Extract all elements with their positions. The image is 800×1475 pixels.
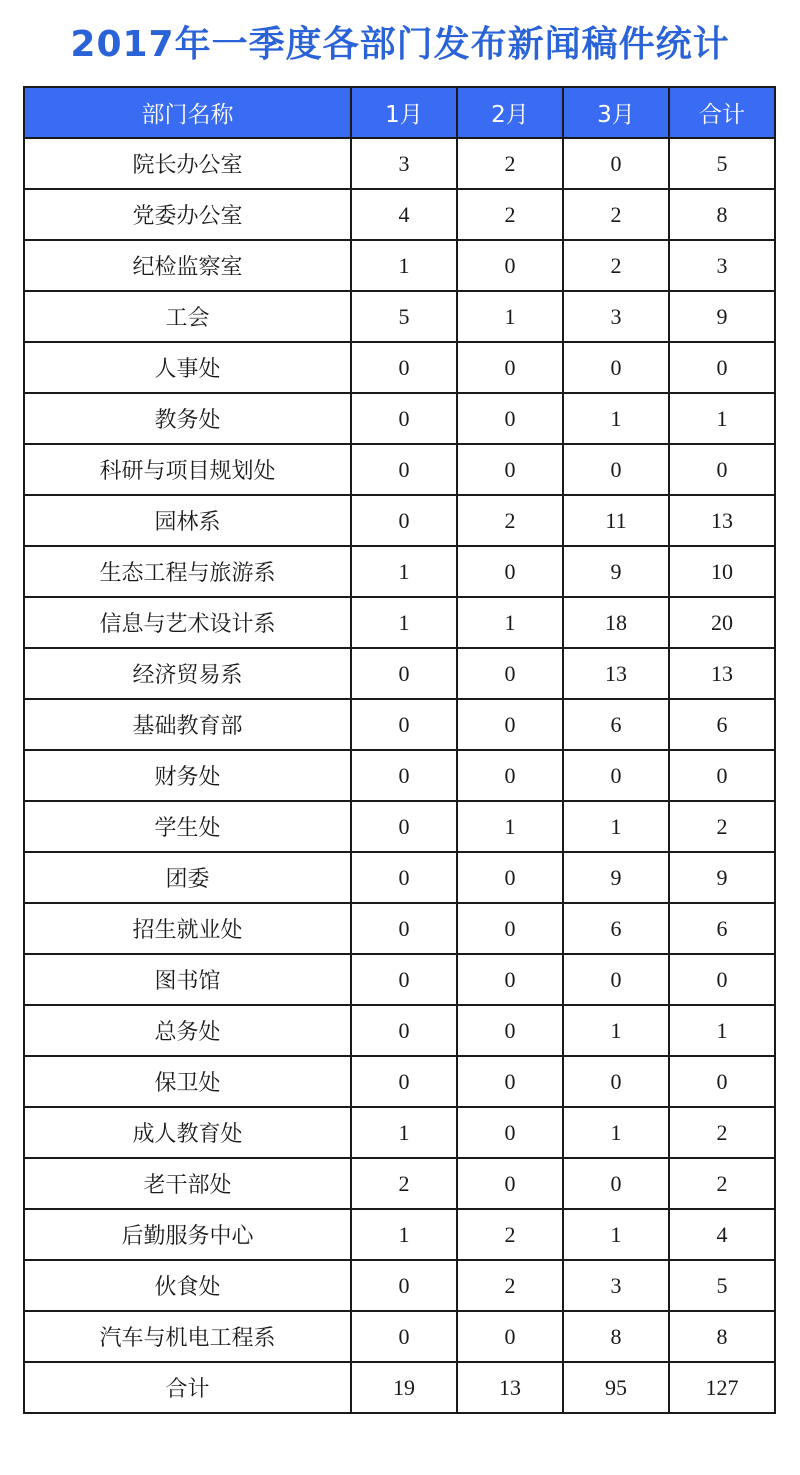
cell-february: 0: [457, 1005, 563, 1056]
cell-march: 11: [563, 495, 669, 546]
cell-department: 伙食处: [24, 1260, 351, 1311]
table-row: [24, 903, 775, 954]
header-department: 部门名称: [24, 87, 351, 138]
cell-february: 0: [457, 954, 563, 1005]
cell-march: 0: [563, 954, 669, 1005]
cell-february: 1: [457, 801, 563, 852]
cell-march: 0: [563, 342, 669, 393]
header-february: 2月: [457, 87, 563, 138]
cell-total: 6: [669, 903, 775, 954]
cell-total: 6: [669, 699, 775, 750]
table-total-row: [24, 1362, 775, 1413]
table-row: [24, 495, 775, 546]
cell-department: 总务处: [24, 1005, 351, 1056]
table-row: [24, 1107, 775, 1158]
cell-february: 0: [457, 750, 563, 801]
cell-february: 2: [457, 1209, 563, 1260]
cell-march: 6: [563, 699, 669, 750]
cell-february: 0: [457, 903, 563, 954]
cell-total: 8: [669, 1311, 775, 1362]
cell-total: 2: [669, 1158, 775, 1209]
cell-total: 0: [669, 1056, 775, 1107]
cell-march: 0: [563, 138, 669, 189]
cell-department: 科研与项目规划处: [24, 444, 351, 495]
cell-total: 5: [669, 138, 775, 189]
cell-february: 0: [457, 699, 563, 750]
table-header-row: [24, 87, 775, 138]
cell-february: 0: [457, 1056, 563, 1107]
cell-total: 0: [669, 750, 775, 801]
cell-total: 1: [669, 1005, 775, 1056]
cell-department: 院长办公室: [24, 138, 351, 189]
cell-total: 0: [669, 342, 775, 393]
cell-march: 3: [563, 1260, 669, 1311]
cell-january: 19: [351, 1362, 457, 1413]
cell-total: 13: [669, 495, 775, 546]
cell-department: 信息与艺术设计系: [24, 597, 351, 648]
cell-department: 教务处: [24, 393, 351, 444]
cell-march: 18: [563, 597, 669, 648]
cell-department: 纪检监察室: [24, 240, 351, 291]
header-march: 3月: [563, 87, 669, 138]
cell-march: 0: [563, 444, 669, 495]
cell-february: 0: [457, 648, 563, 699]
table-row: [24, 1056, 775, 1107]
cell-department: 保卫处: [24, 1056, 351, 1107]
cell-total: 0: [669, 954, 775, 1005]
cell-total: 2: [669, 801, 775, 852]
cell-department: 人事处: [24, 342, 351, 393]
cell-january: 1: [351, 240, 457, 291]
cell-department: 工会: [24, 291, 351, 342]
cell-march: 6: [563, 903, 669, 954]
cell-february: 0: [457, 1311, 563, 1362]
cell-january: 0: [351, 495, 457, 546]
cell-january: 1: [351, 597, 457, 648]
table-row: [24, 648, 775, 699]
table-row: [24, 699, 775, 750]
cell-department: 基础教育部: [24, 699, 351, 750]
cell-february: 0: [457, 1107, 563, 1158]
cell-march: 2: [563, 189, 669, 240]
cell-february: 2: [457, 495, 563, 546]
cell-january: 0: [351, 699, 457, 750]
cell-january: 0: [351, 750, 457, 801]
table-row: [24, 240, 775, 291]
cell-total: 10: [669, 546, 775, 597]
table-row: [24, 1158, 775, 1209]
cell-total: 4: [669, 1209, 775, 1260]
cell-march: 0: [563, 1158, 669, 1209]
cell-department: 生态工程与旅游系: [24, 546, 351, 597]
cell-department: 财务处: [24, 750, 351, 801]
cell-march: 9: [563, 546, 669, 597]
cell-january: 3: [351, 138, 457, 189]
table-row: [24, 852, 775, 903]
cell-march: 1: [563, 1107, 669, 1158]
table-row: [24, 1209, 775, 1260]
cell-january: 0: [351, 393, 457, 444]
cell-department: 合计: [24, 1362, 351, 1413]
cell-department: 团委: [24, 852, 351, 903]
cell-total: 3: [669, 240, 775, 291]
cell-january: 0: [351, 342, 457, 393]
cell-january: 0: [351, 648, 457, 699]
cell-march: 1: [563, 1005, 669, 1056]
cell-february: 2: [457, 189, 563, 240]
cell-january: 4: [351, 189, 457, 240]
cell-march: 0: [563, 750, 669, 801]
cell-total: 9: [669, 852, 775, 903]
cell-february: 0: [457, 1158, 563, 1209]
table-row: [24, 1260, 775, 1311]
table-row: [24, 444, 775, 495]
cell-total: 13: [669, 648, 775, 699]
cell-march: 8: [563, 1311, 669, 1362]
cell-march: 0: [563, 1056, 669, 1107]
cell-february: 0: [457, 240, 563, 291]
table-row: [24, 189, 775, 240]
cell-february: 0: [457, 342, 563, 393]
cell-january: 1: [351, 1209, 457, 1260]
cell-total: 8: [669, 189, 775, 240]
cell-january: 0: [351, 1005, 457, 1056]
cell-january: 0: [351, 801, 457, 852]
table-row: [24, 291, 775, 342]
cell-march: 13: [563, 648, 669, 699]
cell-department: 成人教育处: [24, 1107, 351, 1158]
cell-march: 3: [563, 291, 669, 342]
cell-february: 2: [457, 138, 563, 189]
cell-february: 0: [457, 546, 563, 597]
table-body: [24, 138, 775, 1413]
cell-department: 图书馆: [24, 954, 351, 1005]
page-title: 2017年一季度各部门发布新闻稿件统计: [70, 24, 730, 65]
table-row: [24, 393, 775, 444]
cell-march: 1: [563, 1209, 669, 1260]
cell-total: 9: [669, 291, 775, 342]
header-total: 合计: [669, 87, 775, 138]
table-row: [24, 1005, 775, 1056]
cell-march: 2: [563, 240, 669, 291]
cell-january: 1: [351, 546, 457, 597]
table-row: [24, 546, 775, 597]
table-row: [24, 597, 775, 648]
cell-january: 1: [351, 1107, 457, 1158]
table-row: [24, 1311, 775, 1362]
cell-department: 老干部处: [24, 1158, 351, 1209]
cell-february: 13: [457, 1362, 563, 1413]
cell-department: 经济贸易系: [24, 648, 351, 699]
cell-february: 2: [457, 1260, 563, 1311]
cell-january: 0: [351, 444, 457, 495]
cell-march: 1: [563, 393, 669, 444]
cell-january: 0: [351, 852, 457, 903]
cell-department: 园林系: [24, 495, 351, 546]
cell-january: 0: [351, 1056, 457, 1107]
cell-february: 0: [457, 393, 563, 444]
cell-total: 0: [669, 444, 775, 495]
table-row: [24, 801, 775, 852]
cell-total: 1: [669, 393, 775, 444]
table-row: [24, 750, 775, 801]
cell-march: 95: [563, 1362, 669, 1413]
cell-february: 0: [457, 852, 563, 903]
cell-january: 0: [351, 1260, 457, 1311]
cell-total: 20: [669, 597, 775, 648]
cell-january: 0: [351, 1311, 457, 1362]
stats-table: [23, 86, 776, 1414]
cell-department: 党委办公室: [24, 189, 351, 240]
cell-january: 5: [351, 291, 457, 342]
cell-march: 1: [563, 801, 669, 852]
cell-department: 汽车与机电工程系: [24, 1311, 351, 1362]
cell-february: 0: [457, 444, 563, 495]
cell-march: 9: [563, 852, 669, 903]
cell-total: 5: [669, 1260, 775, 1311]
cell-department: 后勤服务中心: [24, 1209, 351, 1260]
cell-february: 1: [457, 597, 563, 648]
table-row: [24, 138, 775, 189]
header-january: 1月: [351, 87, 457, 138]
cell-department: 招生就业处: [24, 903, 351, 954]
cell-february: 1: [457, 291, 563, 342]
cell-january: 2: [351, 1158, 457, 1209]
table-row: [24, 954, 775, 1005]
cell-total: 2: [669, 1107, 775, 1158]
table-row: [24, 342, 775, 393]
cell-january: 0: [351, 954, 457, 1005]
cell-total: 127: [669, 1362, 775, 1413]
cell-department: 学生处: [24, 801, 351, 852]
cell-january: 0: [351, 903, 457, 954]
